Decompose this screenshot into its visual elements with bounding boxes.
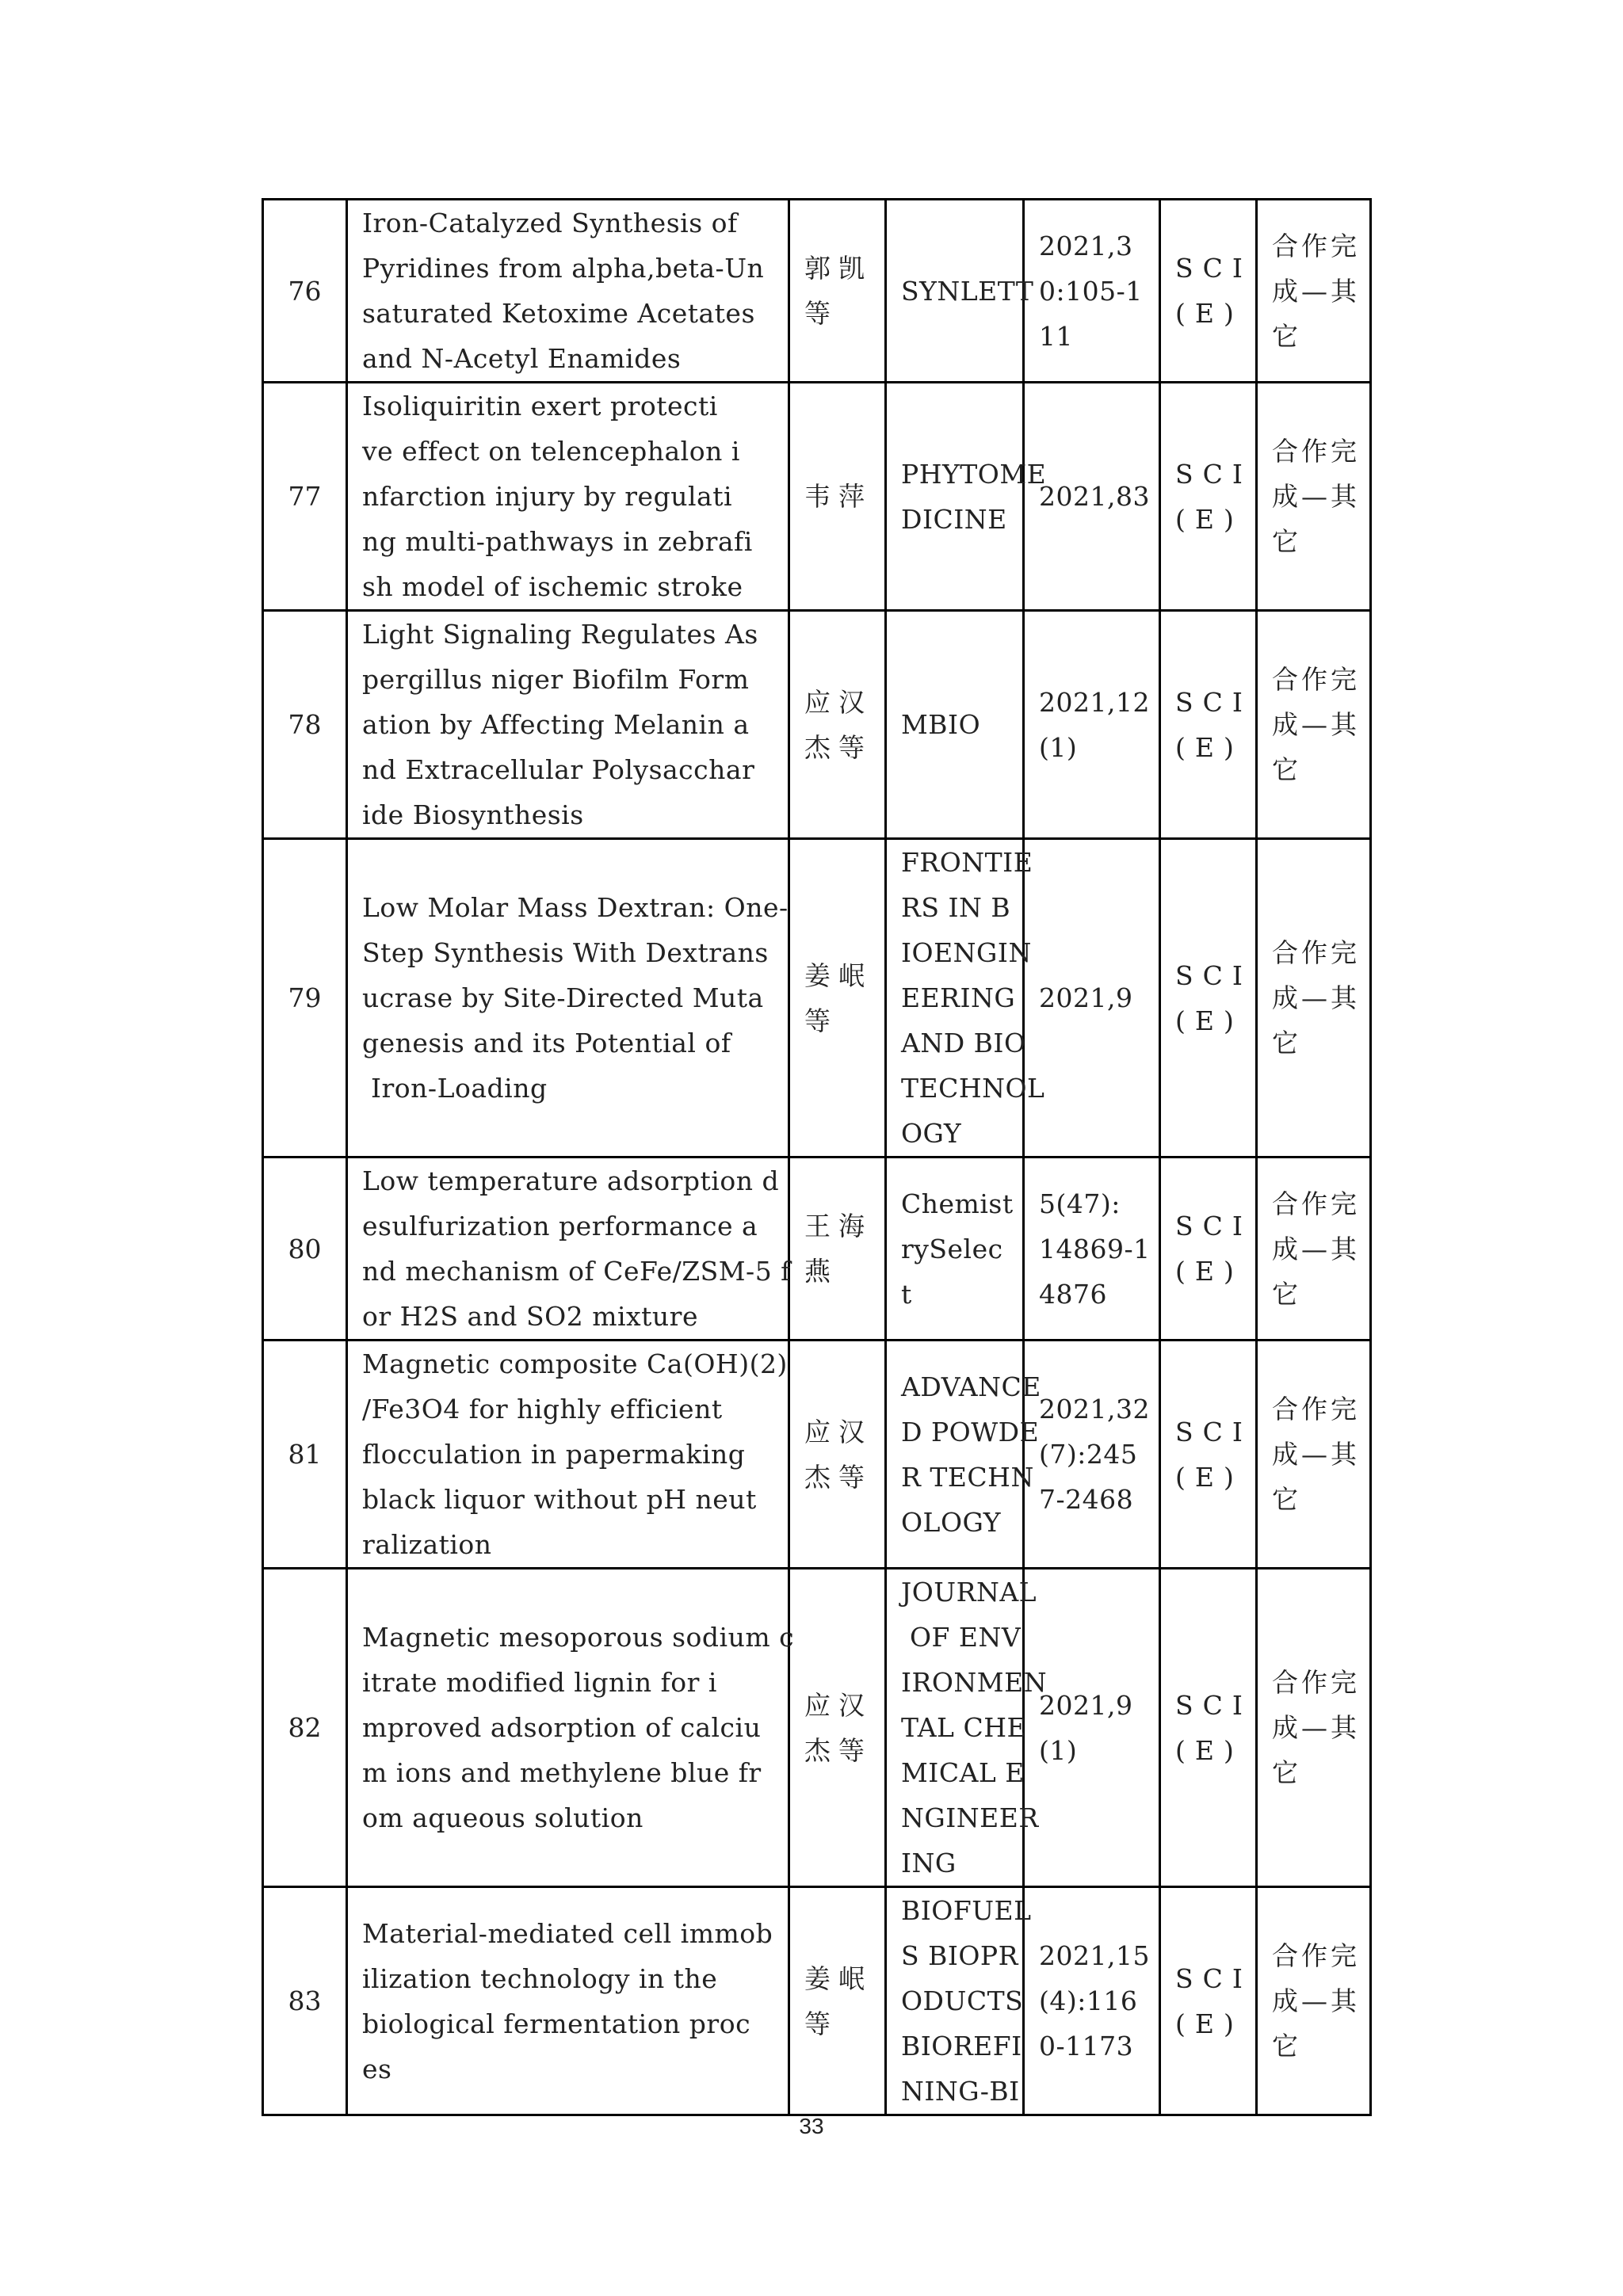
index-type-cell	[1160, 1158, 1257, 1341]
row-number-cell: 78	[263, 611, 347, 839]
table-row	[263, 1158, 1371, 1341]
paper-title-line: es	[362, 2053, 392, 2084]
paper-title-line: Material-mediated cell immob	[362, 1917, 773, 1949]
completion-type-cell	[1257, 1887, 1371, 2115]
paper-title-line: esulfurization performance a	[362, 1211, 758, 1241]
completion-type-line: 合作完	[1272, 937, 1360, 968]
completion-type-line: 它	[1272, 1278, 1301, 1310]
journal-name-line: OGY	[901, 1118, 962, 1149]
completion-type-line: 成—其	[1272, 1233, 1360, 1264]
journal-name-cell	[886, 1569, 1048, 1887]
journal-name-line: AND BIO	[901, 1028, 1026, 1058]
row-number-cell: 79	[263, 839, 347, 1158]
row-number-cell: 80	[263, 1158, 347, 1341]
paper-title-line: ilization technology in the	[362, 1962, 718, 1994]
paper-title-line: mproved adsorption of calciu	[362, 1712, 762, 1743]
journal-name-line: NGINEER	[901, 1802, 1039, 1833]
paper-title-line: Iron-Loading	[362, 1073, 548, 1104]
paper-title-line: Iron-Catalyzed Synthesis of	[362, 208, 738, 238]
journal-name-line: FRONTIE	[901, 847, 1033, 878]
paper-title-line: and N-Acetyl Enamides	[362, 343, 682, 374]
journal-name-line: t	[901, 1278, 912, 1310]
paper-title-line: flocculation in papermaking	[362, 1439, 746, 1470]
table-row	[263, 839, 1371, 1158]
author-line: 韦萍	[804, 481, 873, 512]
table-row	[263, 611, 1371, 839]
volume-pages-line: 2021,83	[1039, 481, 1150, 512]
author-cell	[789, 1887, 886, 2115]
author-line: 姜岷	[804, 1962, 873, 1994]
paper-title-line: nfarction injury by regulati	[362, 481, 733, 512]
completion-type-cell	[1257, 839, 1371, 1158]
author-line: 杰等	[804, 1734, 873, 1766]
completion-type-line: 它	[1272, 754, 1301, 785]
author-line: 燕	[804, 1256, 838, 1287]
volume-pages-line: 2021,9	[1039, 1689, 1133, 1721]
row-number-cell: 81	[263, 1341, 347, 1569]
paper-title-line: /Fe3O4 for highly efficient	[362, 1394, 723, 1425]
journal-name-line: DICINE	[901, 503, 1007, 535]
journal-name-line: R TECHN	[901, 1461, 1034, 1493]
volume-pages-line: 11	[1039, 320, 1073, 352]
journal-name-cell	[886, 839, 1045, 1158]
index-type-cell	[1160, 611, 1257, 839]
paper-title-line: nd Extracellular Polysacchar	[362, 754, 755, 785]
paper-title-line: om aqueous solution	[362, 1802, 643, 1833]
index-type-line: SCI	[1175, 1416, 1252, 1447]
journal-name-line: S BIOPR	[901, 1940, 1018, 1971]
volume-pages-line: 2021,9	[1039, 982, 1133, 1013]
journal-name-line: IRONMEN	[901, 1667, 1048, 1698]
row-number-cell: 77	[263, 383, 347, 611]
completion-type-line: 成—其	[1272, 709, 1360, 740]
journal-name-cell	[886, 1887, 1032, 2115]
author-line: 郭凯	[804, 253, 873, 284]
journal-name-line: MBIO	[901, 709, 981, 740]
index-type-line: SCI	[1175, 1962, 1252, 1994]
index-type-cell	[1160, 1341, 1257, 1569]
author-cell	[789, 611, 886, 839]
completion-type-line: 它	[1272, 1757, 1301, 1788]
author-line: 等	[804, 298, 838, 329]
journal-name-line: TAL CHE	[901, 1712, 1027, 1743]
paper-title-cell	[347, 1887, 789, 2115]
volume-pages-line: 4876	[1039, 1278, 1107, 1310]
paper-title-cell	[347, 1341, 789, 1569]
index-type-line: (E)	[1175, 1005, 1243, 1036]
journal-name-line: JOURNAL	[901, 1577, 1037, 1608]
volume-pages-line: 0-1173	[1039, 2031, 1134, 2061]
author-cell	[789, 200, 886, 383]
completion-type-line: 成—其	[1272, 481, 1360, 512]
index-type-line: SCI	[1175, 1211, 1252, 1241]
journal-name-line: NING-BI	[901, 2076, 1020, 2107]
author-cell	[789, 1158, 886, 1341]
author-line: 杰等	[804, 731, 873, 763]
volume-pages-cell	[1024, 383, 1160, 611]
volume-pages-line: (7):245	[1039, 1439, 1138, 1470]
volume-pages-line: 2021,3	[1039, 230, 1133, 261]
volume-pages-line: (4):116	[1039, 1985, 1138, 2016]
completion-type-line: 成—其	[1272, 275, 1360, 307]
author-line: 等	[804, 1005, 838, 1036]
journal-name-line: D POWDE	[901, 1416, 1040, 1447]
author-line: 姜岷	[804, 959, 873, 991]
completion-type-line: 成—其	[1272, 982, 1360, 1013]
completion-type-line: 合作完	[1272, 1667, 1360, 1698]
paper-title-line: black liquor without pH neut	[362, 1484, 757, 1515]
paper-title-line: Magnetic mesoporous sodium c	[362, 1622, 795, 1653]
journal-name-line: MICAL E	[901, 1757, 1025, 1788]
journal-name-line: Chemist	[901, 1188, 1014, 1219]
completion-type-line: 合作完	[1272, 1394, 1360, 1425]
author-line: 王海	[804, 1211, 873, 1241]
volume-pages-cell	[1024, 1341, 1160, 1569]
paper-title-line: biological fermentation proc	[362, 2008, 751, 2039]
paper-title-line: ide Biosynthesis	[362, 799, 584, 830]
volume-pages-line: 2021,12	[1039, 686, 1150, 718]
index-type-cell	[1160, 1569, 1257, 1887]
paper-title-line: m ions and methylene blue fr	[362, 1757, 762, 1788]
journal-name-line: RS IN B	[901, 892, 1011, 923]
page-number: 33	[799, 2114, 824, 2138]
publication-table	[262, 198, 1372, 2116]
volume-pages-cell	[1024, 1158, 1160, 1341]
volume-pages-cell	[1024, 839, 1160, 1158]
paper-title-line: ucrase by Site-Directed Muta	[362, 982, 764, 1013]
completion-type-cell	[1257, 1158, 1371, 1341]
paper-title-line: genesis and its Potential of	[362, 1028, 731, 1058]
row-number-cell: 76	[263, 200, 347, 383]
completion-type-line: 它	[1272, 2031, 1301, 2061]
completion-type-line: 成—其	[1272, 1712, 1360, 1743]
paper-title-line: Pyridines from alpha,beta-Un	[362, 253, 765, 284]
journal-name-cell	[886, 200, 1034, 383]
volume-pages-line: (1)	[1039, 731, 1078, 763]
journal-name-line: EERING	[901, 982, 1016, 1013]
volume-pages-line: 0:105-1	[1039, 275, 1143, 307]
volume-pages-cell	[1024, 611, 1160, 839]
journal-name-line: ING	[901, 1848, 957, 1878]
paper-title-cell	[347, 1569, 795, 1887]
journal-name-line: IOENGIN	[901, 937, 1032, 968]
journal-name-line: rySelec	[901, 1233, 1003, 1264]
index-type-line: SCI	[1175, 686, 1252, 718]
index-type-line: SCI	[1175, 959, 1252, 991]
index-type-line: (E)	[1175, 1734, 1243, 1766]
paper-title-cell	[347, 1158, 789, 1341]
paper-title-line: saturated Ketoxime Acetates	[362, 298, 755, 329]
completion-type-line: 成—其	[1272, 1439, 1360, 1470]
author-cell	[789, 1569, 886, 1887]
completion-type-line: 它	[1272, 1028, 1301, 1058]
completion-type-cell	[1257, 383, 1371, 611]
index-type-line: (E)	[1175, 503, 1243, 535]
author-cell	[789, 1341, 886, 1569]
paper-title-line: ve effect on telencephalon i	[362, 436, 740, 467]
author-line: 应汉	[804, 686, 873, 718]
volume-pages-cell	[1024, 1569, 1160, 1887]
paper-title-line: ation by Affecting Melanin a	[362, 709, 750, 740]
paper-title-line: or H2S and SO2 mixture	[362, 1301, 698, 1332]
author-line: 等	[804, 2008, 838, 2039]
table-row	[263, 383, 1371, 611]
index-type-line: (E)	[1175, 1461, 1243, 1493]
journal-name-line: ODUCTS	[901, 1985, 1024, 2016]
paper-title-cell	[347, 200, 789, 383]
paper-title-cell	[347, 611, 789, 839]
journal-name-line: BIOFUEL	[901, 1895, 1032, 1926]
journal-name-cell	[886, 1158, 1024, 1341]
journal-name-line: TECHNOL	[901, 1073, 1045, 1104]
index-type-line: (E)	[1175, 298, 1243, 329]
completion-type-line: 合作完	[1272, 436, 1360, 467]
volume-pages-line: (1)	[1039, 1734, 1078, 1766]
completion-type-cell	[1257, 1569, 1371, 1887]
volume-pages-line: 2021,15	[1039, 1940, 1150, 1971]
completion-type-line: 合作完	[1272, 230, 1360, 261]
paper-title-cell	[347, 383, 789, 611]
journal-name-cell	[886, 383, 1047, 611]
paper-title-cell	[347, 839, 789, 1158]
journal-name-line: OF ENV	[901, 1622, 1022, 1653]
completion-type-line: 它	[1272, 1484, 1301, 1515]
journal-name-line: PHYTOME	[901, 458, 1047, 490]
journal-name-line: OLOGY	[901, 1506, 1002, 1538]
volume-pages-line: 14869-1	[1039, 1233, 1151, 1264]
paper-title-line: itrate modified lignin for i	[362, 1667, 717, 1698]
paper-title-line: Magnetic composite Ca(OH)(2)	[362, 1348, 788, 1379]
index-type-line: (E)	[1175, 1256, 1243, 1287]
journal-name-line: ADVANCE	[901, 1371, 1041, 1402]
paper-title-line: nd mechanism of CeFe/ZSM-5 f	[362, 1256, 791, 1287]
row-number-cell: 82	[263, 1569, 347, 1887]
row-number-cell: 83	[263, 1887, 347, 2115]
completion-type-line: 合作完	[1272, 1940, 1360, 1971]
volume-pages-line: 7-2468	[1039, 1484, 1134, 1515]
journal-name-cell	[886, 1341, 1041, 1569]
journal-name-cell	[886, 611, 1024, 839]
author-line: 应汉	[804, 1416, 873, 1447]
completion-type-line: 成—其	[1272, 1985, 1360, 2016]
index-type-line: (E)	[1175, 2008, 1243, 2039]
paper-title-line: Step Synthesis With Dextrans	[362, 937, 769, 968]
completion-type-line: 它	[1272, 526, 1301, 557]
index-type-cell	[1160, 383, 1257, 611]
table-row	[263, 1341, 1371, 1569]
table-row	[263, 1569, 1371, 1887]
paper-title-line: Isoliquiritin exert protecti	[362, 391, 718, 421]
completion-type-line: 它	[1272, 320, 1301, 352]
volume-pages-cell	[1024, 200, 1160, 383]
volume-pages-line: 2021,32	[1039, 1394, 1150, 1425]
completion-type-cell	[1257, 611, 1371, 839]
completion-type-cell	[1257, 1341, 1371, 1569]
author-cell	[789, 839, 886, 1158]
paper-title-line: ralization	[362, 1529, 492, 1560]
index-type-line: SCI	[1175, 1689, 1252, 1721]
journal-name-line: BIOREFI	[901, 2031, 1022, 2061]
index-type-line: (E)	[1175, 731, 1243, 763]
paper-title-line: sh model of ischemic stroke	[362, 571, 743, 602]
author-line: 杰等	[804, 1461, 873, 1493]
author-cell	[789, 383, 886, 611]
index-type-cell	[1160, 839, 1257, 1158]
index-type-cell	[1160, 1887, 1257, 2115]
publication-rows	[263, 200, 1371, 2115]
completion-type-line: 合作完	[1272, 664, 1360, 695]
author-line: 应汉	[804, 1689, 873, 1721]
table-row	[263, 1887, 1371, 2115]
paper-title-line: pergillus niger Biofilm Form	[362, 664, 750, 695]
volume-pages-line: 5(47):	[1039, 1188, 1121, 1219]
paper-title-line: Low temperature adsorption d	[362, 1165, 780, 1196]
paper-title-line: ng multi-pathways in zebrafi	[362, 526, 753, 557]
completion-type-cell	[1257, 200, 1371, 383]
index-type-line: SCI	[1175, 458, 1252, 490]
completion-type-line: 合作完	[1272, 1188, 1360, 1219]
index-type-cell	[1160, 200, 1257, 383]
table-row	[263, 200, 1371, 383]
index-type-line: SCI	[1175, 253, 1252, 284]
volume-pages-cell	[1024, 1887, 1160, 2115]
paper-title-line: Light Signaling Regulates As	[362, 619, 758, 650]
journal-name-line: SYNLETT	[901, 275, 1034, 307]
paper-title-line: Low Molar Mass Dextran: One-	[362, 892, 789, 923]
